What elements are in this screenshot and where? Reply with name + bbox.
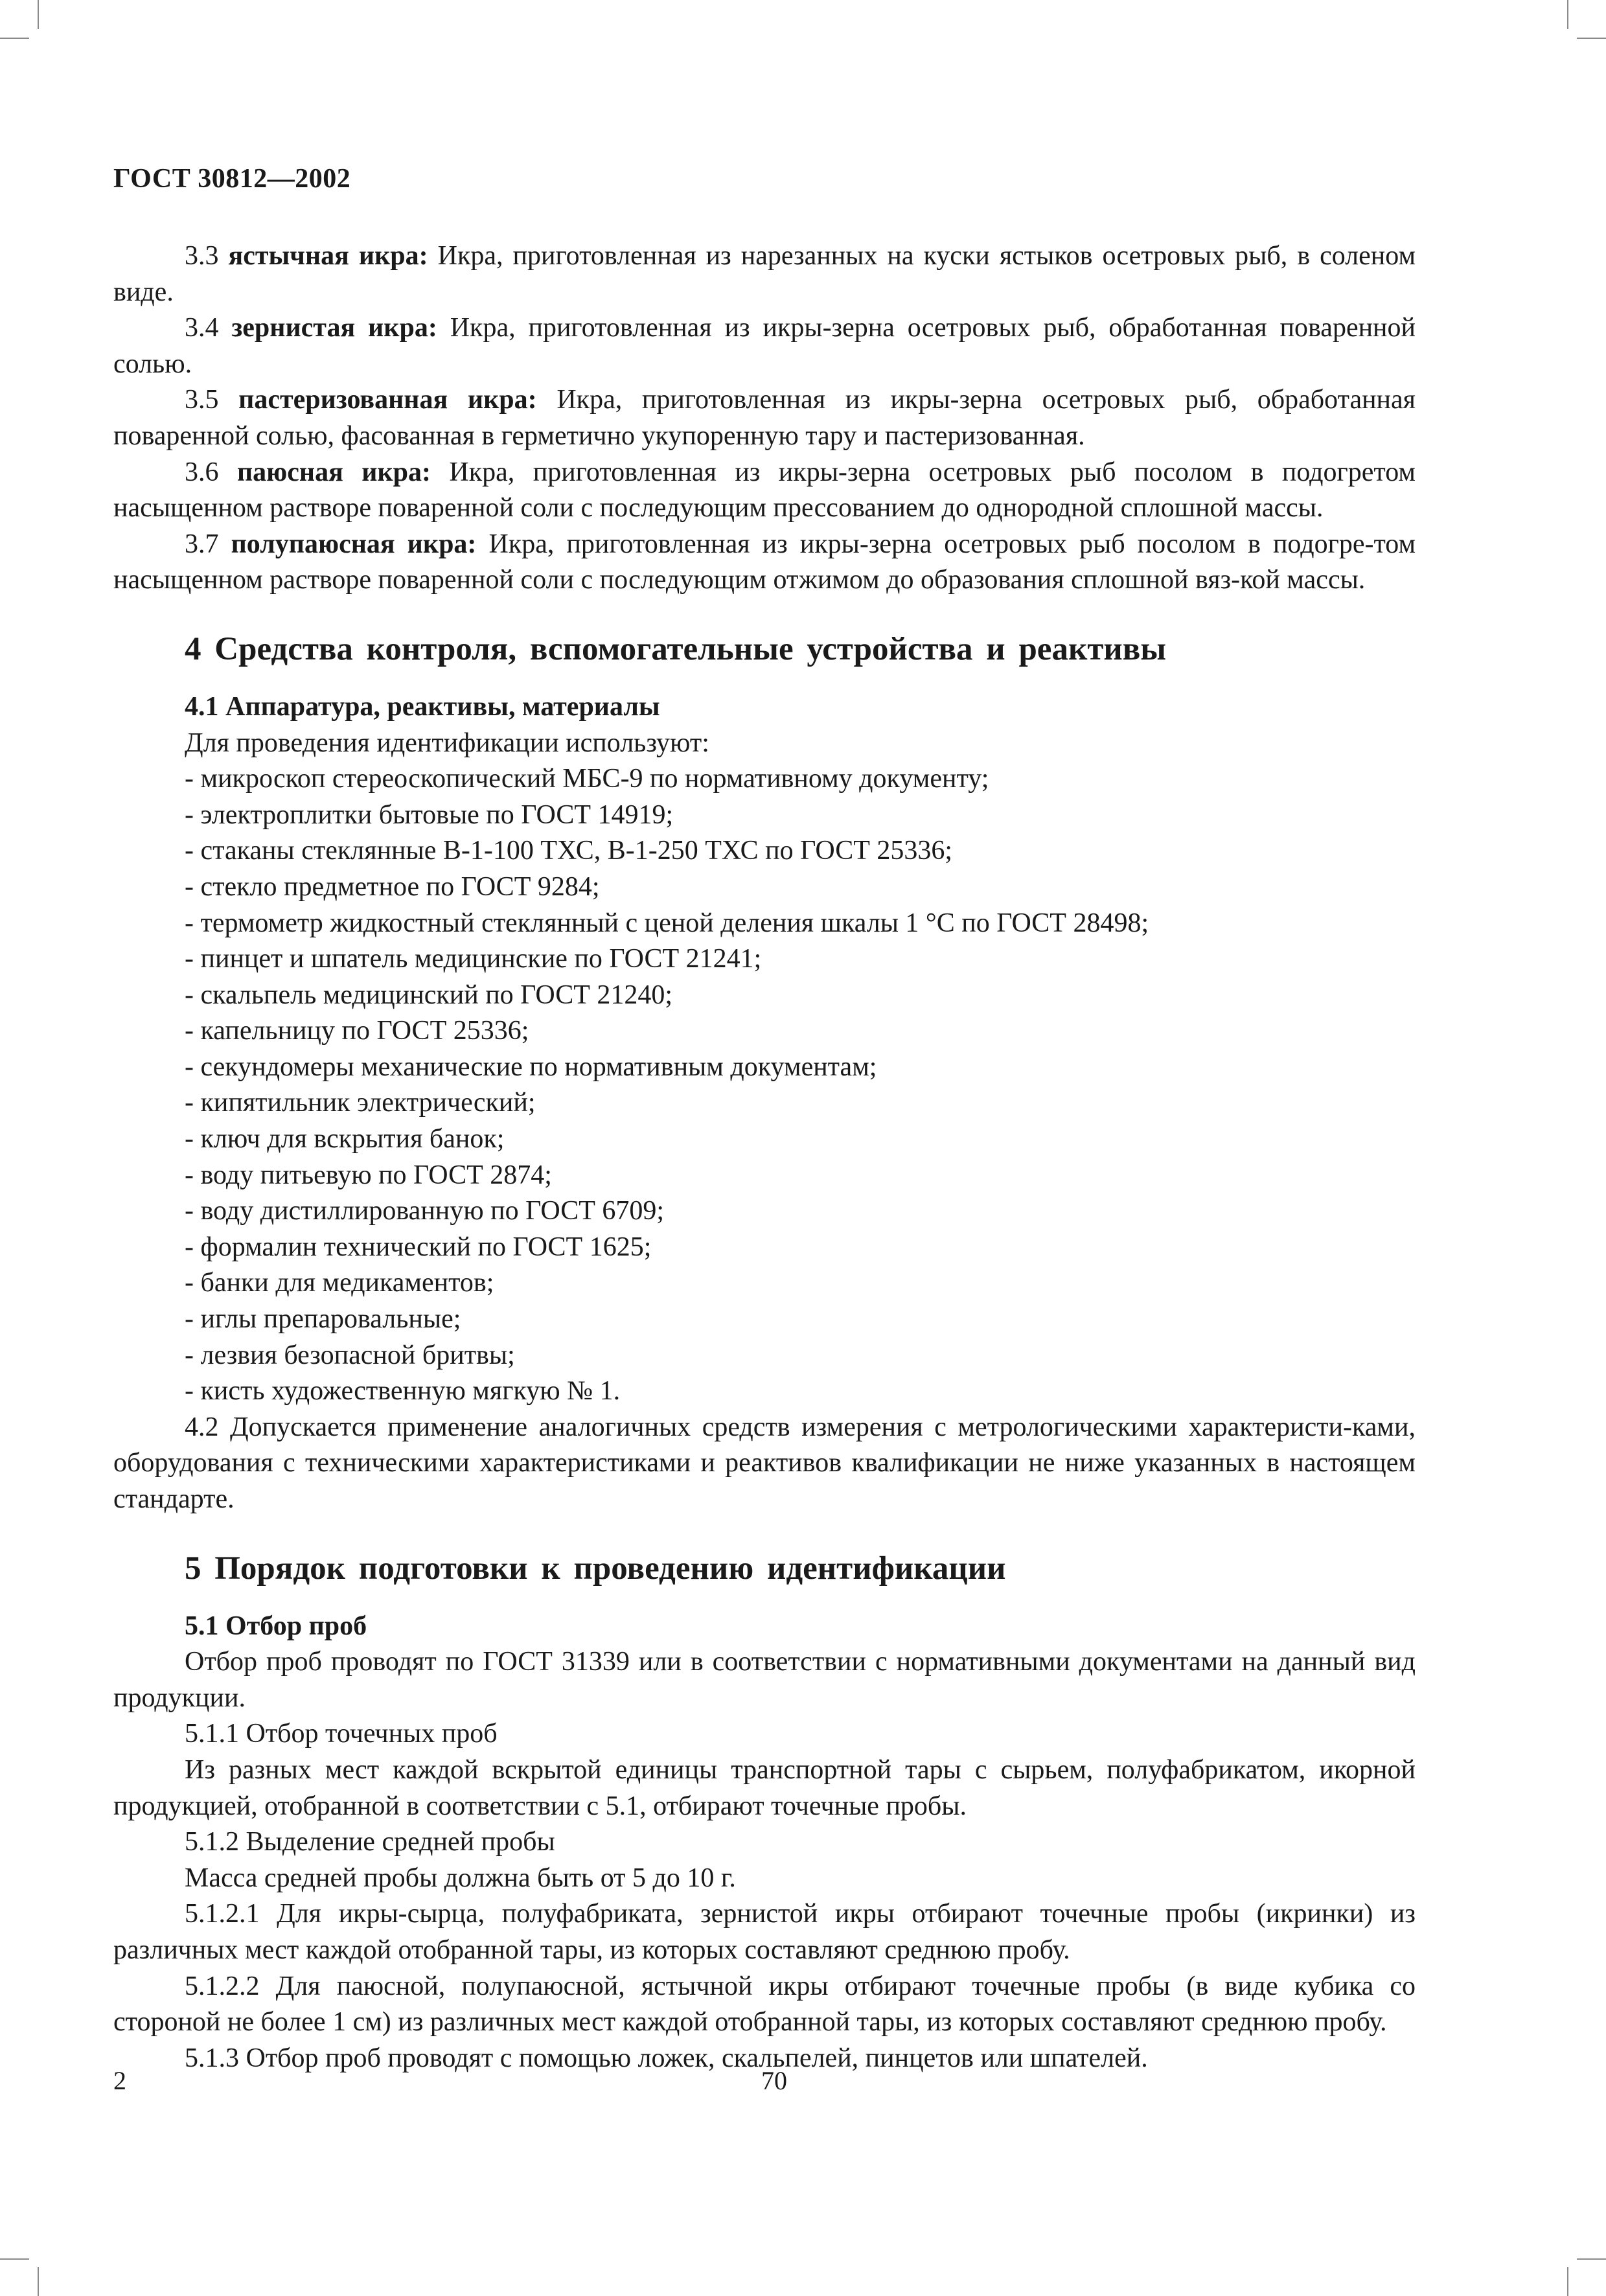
section-5-heading: 5 Порядок подготовки к проведению идентификации [185,1550,1006,1587]
subsection-5-1-2-heading: 5.1.2 Выделение средней пробы [185,1827,555,1857]
section-4-heading: 4 Средства контроля, вспомогательные устройства и реактивы [185,630,1167,667]
list-item: - кипятильник электрический; [185,1088,536,1118]
clause-number: 3.4 [185,313,219,343]
paragraph-5-1-2-2: 5.1.2.2 Для паюсной, полупаюсной, ястычной икры отбирают точечные пробы (в виде кубика со стороной не более 1 см) из различных мест каждой отобранной тары, из которых составляют среднюю пробу. [113,1971,1416,2038]
list-item: - электроплитки бытовые по ГОСТ 14919; [185,799,674,830]
list-item: - иглы препаровальные; [185,1304,461,1335]
page-body [113,238,1416,2076]
defined-term: ястычная икра: [228,241,428,271]
definition-3-5 [113,382,1416,454]
definition-3-3 [113,238,1416,310]
definition-text: Икра, приготовленная из икры-зерна осетровых рыб, обработанная поваренной солью, фасованная в герметично укупоренную тару и пастеризованная. [113,385,1416,451]
crop-mark [1567,2267,1568,2296]
defined-term: паюсная икра: [236,457,431,487]
definition-3-4 [113,310,1416,382]
paragraph-5-1-3: 5.1.3 Отбор проб проводят с помощью ложек, скальпелей, пинцетов или шпателей. [185,2043,1148,2073]
paragraph-5-1: Отбор проб проводят по ГОСТ 31339 или в соответствии с нормативными документами на данный вид продукции. [113,1647,1416,1713]
list-item: - стаканы стеклянные В-1-100 ТХС, В-1-250 ТХС по ГОСТ 25336; [185,836,953,866]
list-item: - банки для медикаментов; [185,1268,494,1298]
list-item: - капельницу по ГОСТ 25336; [185,1016,529,1046]
document-id: ГОСТ 30812—2002 [113,164,351,194]
crop-mark [0,2258,29,2260]
crop-mark [1577,2258,1606,2260]
list-item: - пинцет и шпатель медицинские по ГОСТ 21241; [185,944,762,974]
clause-number: 3.6 [185,457,219,487]
definition-text: Икра, приготовленная из икры-зерна осетровых рыб посолом в подогре-том насыщенном растворе поваренной соли с последующим отжимом до образования сплошной вяз-кой массы. [113,529,1416,595]
clause-number: 3.3 [185,241,219,271]
paragraph-5-1-2-1: 5.1.2.1 Для икры-сырца, полуфабриката, зернистой икры отбирают точечные пробы (икринки) из различных мест каждой отобранной тары, из которых составляют среднюю пробу. [113,1899,1416,1965]
paragraph-5-1-2: Масса средней пробы должна быть от 5 до 10 г. [185,1863,736,1893]
equipment-list [113,761,1416,1410]
clause-number: 3.7 [185,529,219,559]
crop-mark [1577,38,1606,39]
crop-mark [0,38,29,39]
paragraph-5-1-1: Из разных мест каждой вскрытой единицы транспортной тары с сырьем, полуфабрикатом, икорной продукцией, отобранной в соответствии с 5.1, отбирают точечные пробы. [113,1754,1416,1821]
list-item: - термометр жидкостный стеклянный с ценой деления шкалы 1 °С по ГОСТ 28498; [185,908,1149,938]
crop-mark [38,2267,39,2296]
crop-mark [1567,0,1568,29]
definition-text: Икра, приготовленная из нарезанных на куски ястыков осетровых рыб, в соленом виде. [113,241,1416,307]
subsection-4-1-heading: 4.1 Аппаратура, реактивы, материалы [185,691,660,722]
page-number: 2 [113,2066,126,2095]
defined-term: пастеризованная икра: [238,385,537,415]
crop-mark [38,0,39,29]
list-item: - ключ для вскрытия банок; [185,1124,505,1154]
list-item: - скальпель медицинский по ГОСТ 21240; [185,980,673,1010]
subsection-5-1-1-heading: 5.1.1 Отбор точечных проб [185,1719,498,1749]
definition-text: Икра, приготовленная из икры-зерна осетровых рыб посолом в подогретом насыщенном растворе поваренной соли с последующим прессованием до однородной сплошной массы. [113,457,1416,523]
list-item: - стекло предметное по ГОСТ 9284; [185,871,600,902]
clause-number: 3.5 [185,385,219,415]
subsection-5-1-heading: 5.1 Отбор проб [185,1611,367,1641]
paragraph-4-2: 4.2 Допускается применение аналогичных средств измерения с метрологическими характеристи-ками, оборудования с техническими характеристиками и реактивов квалификации не ниже указанных в настоящем стандарте. [113,1412,1416,1514]
list-item: - микроскоп стереоскопический МБС-9 по нормативному документу; [185,764,989,794]
definition-3-7 [113,527,1416,599]
definition-text: Икра, приготовленная из икры-зерна осетровых рыб, обработанная поваренной солью. [113,313,1416,379]
list-item: - лезвия безопасной бритвы; [185,1340,515,1370]
defined-term: зернистая икра: [231,313,437,343]
list-item: - кисть художественную мягкую № 1. [185,1376,621,1406]
sheet-number: 70 [761,2066,787,2095]
defined-term: полупаюсная икра: [231,529,477,559]
list-item: - воду питьевую по ГОСТ 2874; [185,1160,552,1190]
list-item: - секундомеры механические по нормативным документам; [185,1051,877,1082]
list-item: - формалин технический по ГОСТ 1625; [185,1232,652,1262]
list-item: - воду дистиллированную по ГОСТ 6709; [185,1196,665,1226]
definition-3-6 [113,455,1416,527]
equipment-intro: Для проведения идентификации используют: [185,728,709,758]
